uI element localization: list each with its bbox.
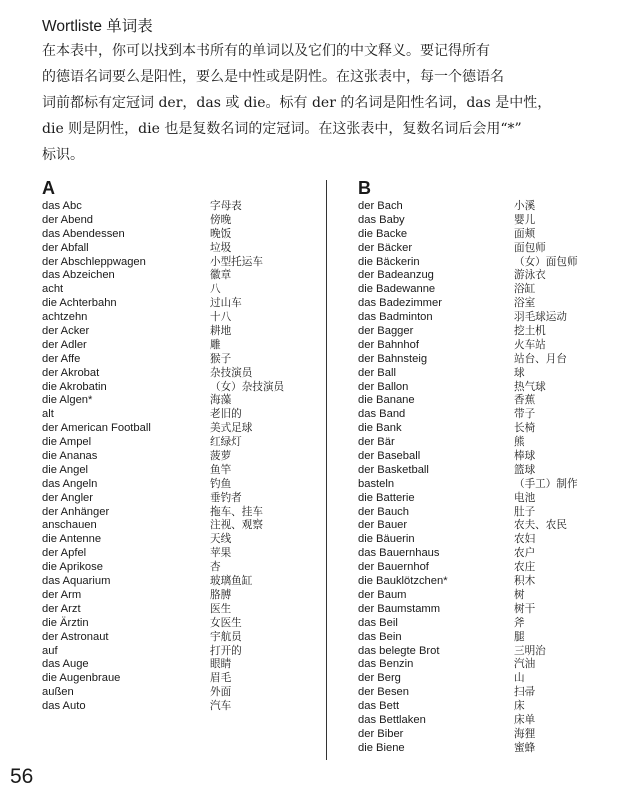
intro-line: die 则是阴性，die 也是复数名词的定冠词。在这张表中，复数名词后会用“*” bbox=[42, 121, 522, 137]
chinese-meaning: 宇航员 bbox=[210, 630, 242, 643]
german-word: der Baumstamm bbox=[358, 602, 441, 615]
chinese-meaning: 胳膊 bbox=[210, 588, 232, 601]
german-word: acht bbox=[42, 283, 64, 296]
chinese-meaning: 农夫、农民 bbox=[514, 519, 567, 532]
german-word: das Bein bbox=[358, 630, 402, 643]
german-word: der Basketball bbox=[358, 463, 429, 476]
chinese-meaning: 晚饭 bbox=[210, 227, 232, 240]
german-word: der Bär bbox=[358, 436, 395, 449]
german-word: die Ärztin bbox=[42, 616, 89, 629]
chinese-meaning: 汽油 bbox=[514, 658, 536, 671]
german-word: der Angler bbox=[42, 491, 93, 504]
chinese-meaning: 拖车、挂车 bbox=[210, 505, 263, 518]
german-word: der Acker bbox=[42, 325, 90, 338]
german-word: der Bäcker bbox=[358, 241, 413, 254]
german-word: der Akrobat bbox=[42, 366, 100, 379]
chinese-meaning: 游泳衣 bbox=[514, 269, 546, 282]
column-divider bbox=[326, 180, 327, 760]
chinese-meaning: 山 bbox=[514, 672, 525, 685]
german-word: das Band bbox=[358, 408, 406, 421]
chinese-meaning: 面颊 bbox=[514, 227, 536, 240]
chinese-meaning: 海藻 bbox=[210, 394, 232, 407]
german-word: der Abend bbox=[42, 213, 94, 226]
german-word: die Achterbahn bbox=[42, 297, 117, 310]
chinese-meaning: 玻璃鱼缸 bbox=[210, 575, 253, 588]
chinese-meaning: 床单 bbox=[514, 713, 536, 726]
chinese-meaning: 傍晚 bbox=[210, 213, 232, 226]
german-word: die Backe bbox=[358, 227, 408, 240]
german-word: der Bahnhof bbox=[358, 338, 419, 351]
chinese-meaning: 徽章 bbox=[210, 269, 232, 282]
german-word: der Baseball bbox=[358, 450, 421, 463]
chinese-meaning: （女）杂技演员 bbox=[210, 380, 285, 393]
german-word: das Auto bbox=[42, 700, 86, 713]
german-word: das Badezimmer bbox=[358, 297, 442, 310]
german-word: die Angel bbox=[42, 463, 89, 476]
chinese-meaning: （手工）制作 bbox=[514, 477, 578, 490]
german-word: die Ananas bbox=[42, 450, 98, 463]
section-letter-a: A bbox=[42, 178, 55, 198]
german-word: auf bbox=[42, 644, 58, 657]
german-word: der Abschleppwagen bbox=[42, 255, 146, 268]
chinese-meaning: 老旧的 bbox=[210, 408, 242, 421]
chinese-meaning: 农庄 bbox=[514, 561, 536, 574]
german-word: die Bäckerin bbox=[358, 255, 420, 268]
german-word: der Ballon bbox=[358, 380, 409, 393]
german-word: das Beil bbox=[358, 616, 398, 629]
german-word: der Besen bbox=[358, 686, 409, 699]
chinese-meaning: 垃圾 bbox=[210, 241, 232, 254]
german-word: der Berg bbox=[358, 672, 401, 685]
chinese-meaning: 积木 bbox=[514, 575, 536, 588]
chinese-meaning: 注视、观察 bbox=[210, 519, 263, 532]
chinese-meaning: 床 bbox=[514, 700, 525, 713]
german-word: der Bauernhof bbox=[358, 561, 429, 574]
german-word: der Bahnsteig bbox=[358, 352, 428, 365]
chinese-meaning: 三明治 bbox=[514, 644, 546, 657]
chinese-meaning: 香蕉 bbox=[514, 394, 536, 407]
chinese-meaning: 挖土机 bbox=[514, 325, 546, 338]
chinese-meaning: 耕地 bbox=[210, 325, 232, 338]
german-word: das belegte Brot bbox=[358, 644, 440, 657]
intro-line: 在本表中，你可以找到本书所有的单词以及它们的中文释义。要记得所有 bbox=[42, 43, 490, 59]
chinese-meaning: 农户 bbox=[514, 547, 536, 560]
chinese-meaning: 农妇 bbox=[514, 533, 536, 546]
german-word: die Bäuerin bbox=[358, 533, 415, 546]
german-word: der Astronaut bbox=[42, 630, 109, 643]
german-word: der Bagger bbox=[358, 325, 414, 338]
german-word: das Bauernhaus bbox=[358, 547, 440, 560]
german-word: das Aquarium bbox=[42, 575, 111, 588]
chinese-meaning: 球 bbox=[514, 366, 525, 379]
page-number: 56 bbox=[10, 765, 34, 788]
chinese-meaning: 美式足球 bbox=[210, 422, 253, 435]
chinese-meaning: 雕 bbox=[210, 338, 221, 351]
german-word: die Banane bbox=[358, 394, 415, 407]
intro-line: 标识。 bbox=[42, 147, 84, 163]
intro-line: 词前都标有定冠词 der，das 或 die。标有 der 的名词是阳性名词，das 是中性， bbox=[42, 95, 552, 111]
chinese-meaning: 汽车 bbox=[210, 700, 232, 713]
chinese-meaning: 斧 bbox=[514, 616, 525, 629]
german-word: der Abfall bbox=[42, 241, 89, 254]
chinese-meaning: 猴子 bbox=[210, 352, 232, 365]
chinese-meaning: 过山车 bbox=[210, 297, 242, 310]
german-word: der Bauch bbox=[358, 505, 409, 518]
chinese-meaning: （女）面包师 bbox=[514, 255, 578, 268]
german-word: der Baum bbox=[358, 588, 407, 601]
chinese-meaning: 菠萝 bbox=[210, 450, 232, 463]
german-word: der Arm bbox=[42, 588, 82, 601]
chinese-meaning: 篮球 bbox=[514, 463, 536, 476]
german-word: die Akrobatin bbox=[42, 380, 107, 393]
german-word: das Baby bbox=[358, 213, 405, 226]
chinese-meaning: 钓鱼 bbox=[210, 477, 232, 490]
german-word: die Bank bbox=[358, 422, 402, 435]
chinese-meaning: 婴儿 bbox=[514, 213, 536, 226]
chinese-meaning: 小型托运车 bbox=[210, 255, 263, 268]
german-word: der Arzt bbox=[42, 602, 81, 615]
german-word: die Badewanne bbox=[358, 283, 436, 296]
chinese-meaning: 红绿灯 bbox=[210, 436, 242, 449]
chinese-meaning: 浴缸 bbox=[514, 283, 536, 296]
chinese-meaning: 肚子 bbox=[514, 505, 536, 518]
german-word: außen bbox=[42, 686, 74, 699]
german-word: das Bett bbox=[358, 700, 400, 713]
chinese-meaning: 眉毛 bbox=[210, 672, 232, 685]
chinese-meaning: 浴室 bbox=[514, 297, 536, 310]
german-word: der Anhänger bbox=[42, 505, 110, 518]
chinese-meaning: 医生 bbox=[210, 602, 232, 615]
chinese-meaning: 鱼竿 bbox=[210, 463, 232, 476]
german-word: der Badeanzug bbox=[358, 269, 434, 282]
chinese-meaning: 带子 bbox=[514, 408, 536, 421]
page-heading: Wortliste 单词表 bbox=[42, 18, 153, 35]
german-word: der American Football bbox=[42, 422, 151, 435]
intro-paragraph bbox=[42, 38, 602, 168]
chinese-meaning: 树 bbox=[514, 588, 525, 601]
german-word: das Bettlaken bbox=[358, 713, 426, 726]
german-word: das Abzeichen bbox=[42, 269, 115, 282]
chinese-meaning: 熊 bbox=[514, 436, 525, 449]
chinese-meaning: 面包师 bbox=[514, 241, 546, 254]
german-word: der Biber bbox=[358, 727, 404, 740]
chinese-meaning: 苹果 bbox=[210, 547, 232, 560]
chinese-meaning: 打开的 bbox=[210, 644, 242, 657]
chinese-meaning: 蜜蜂 bbox=[514, 741, 536, 754]
chinese-meaning: 小溪 bbox=[514, 200, 536, 212]
chinese-meaning: 眼睛 bbox=[210, 658, 232, 671]
chinese-meaning: 热气球 bbox=[514, 380, 546, 393]
german-word: das Abc bbox=[42, 200, 82, 212]
section-letter-b: B bbox=[358, 178, 371, 198]
chinese-meaning: 站台、月台 bbox=[514, 352, 567, 365]
german-word: der Apfel bbox=[42, 547, 87, 560]
chinese-meaning: 电池 bbox=[514, 491, 536, 504]
chinese-meaning: 羽毛球运动 bbox=[514, 311, 567, 324]
chinese-meaning: 外面 bbox=[210, 686, 232, 699]
german-word: das Badminton bbox=[358, 311, 433, 324]
chinese-meaning: 天线 bbox=[210, 533, 232, 546]
chinese-meaning: 腿 bbox=[514, 630, 525, 643]
german-word: der Adler bbox=[42, 338, 87, 351]
german-word: die Batterie bbox=[358, 491, 415, 504]
chinese-meaning: 字母表 bbox=[210, 200, 242, 212]
chinese-meaning: 海狸 bbox=[514, 727, 536, 740]
chinese-meaning: 棒球 bbox=[514, 450, 536, 463]
german-word: achtzehn bbox=[42, 311, 88, 324]
chinese-meaning: 扫帚 bbox=[514, 686, 536, 699]
german-word: anschauen bbox=[42, 519, 97, 532]
german-word: das Benzin bbox=[358, 658, 414, 671]
german-word: der Affe bbox=[42, 352, 81, 365]
german-word: die Ampel bbox=[42, 436, 92, 449]
german-word: die Aprikose bbox=[42, 561, 103, 574]
german-word: die Algen* bbox=[42, 394, 93, 407]
chinese-meaning: 火车站 bbox=[514, 338, 546, 351]
german-word: das Angeln bbox=[42, 477, 98, 490]
german-word: der Bauer bbox=[358, 519, 408, 532]
chinese-meaning: 杏 bbox=[210, 561, 221, 574]
chinese-meaning: 杂技演员 bbox=[210, 366, 253, 379]
german-word: das Abendessen bbox=[42, 227, 125, 240]
german-word: die Augenbraue bbox=[42, 672, 121, 685]
intro-line: 的德语名词要么是阳性，要么是中性或是阴性。在这张表中，每一个德语名 bbox=[42, 69, 504, 85]
german-word: die Bauklötzchen* bbox=[358, 575, 448, 588]
chinese-meaning: 长椅 bbox=[514, 422, 536, 435]
chinese-meaning: 女医生 bbox=[210, 616, 242, 629]
german-word: der Ball bbox=[358, 366, 396, 379]
german-word: die Biene bbox=[358, 741, 405, 754]
german-word: die Antenne bbox=[42, 533, 102, 546]
chinese-meaning: 垂钓者 bbox=[210, 491, 242, 504]
german-word: alt bbox=[42, 408, 54, 421]
german-word: basteln bbox=[358, 477, 395, 490]
german-word: der Bach bbox=[358, 200, 403, 212]
chinese-meaning: 树干 bbox=[514, 602, 536, 615]
chinese-meaning: 八 bbox=[210, 283, 221, 296]
chinese-meaning: 十八 bbox=[210, 311, 232, 324]
german-word: das Auge bbox=[42, 658, 89, 671]
